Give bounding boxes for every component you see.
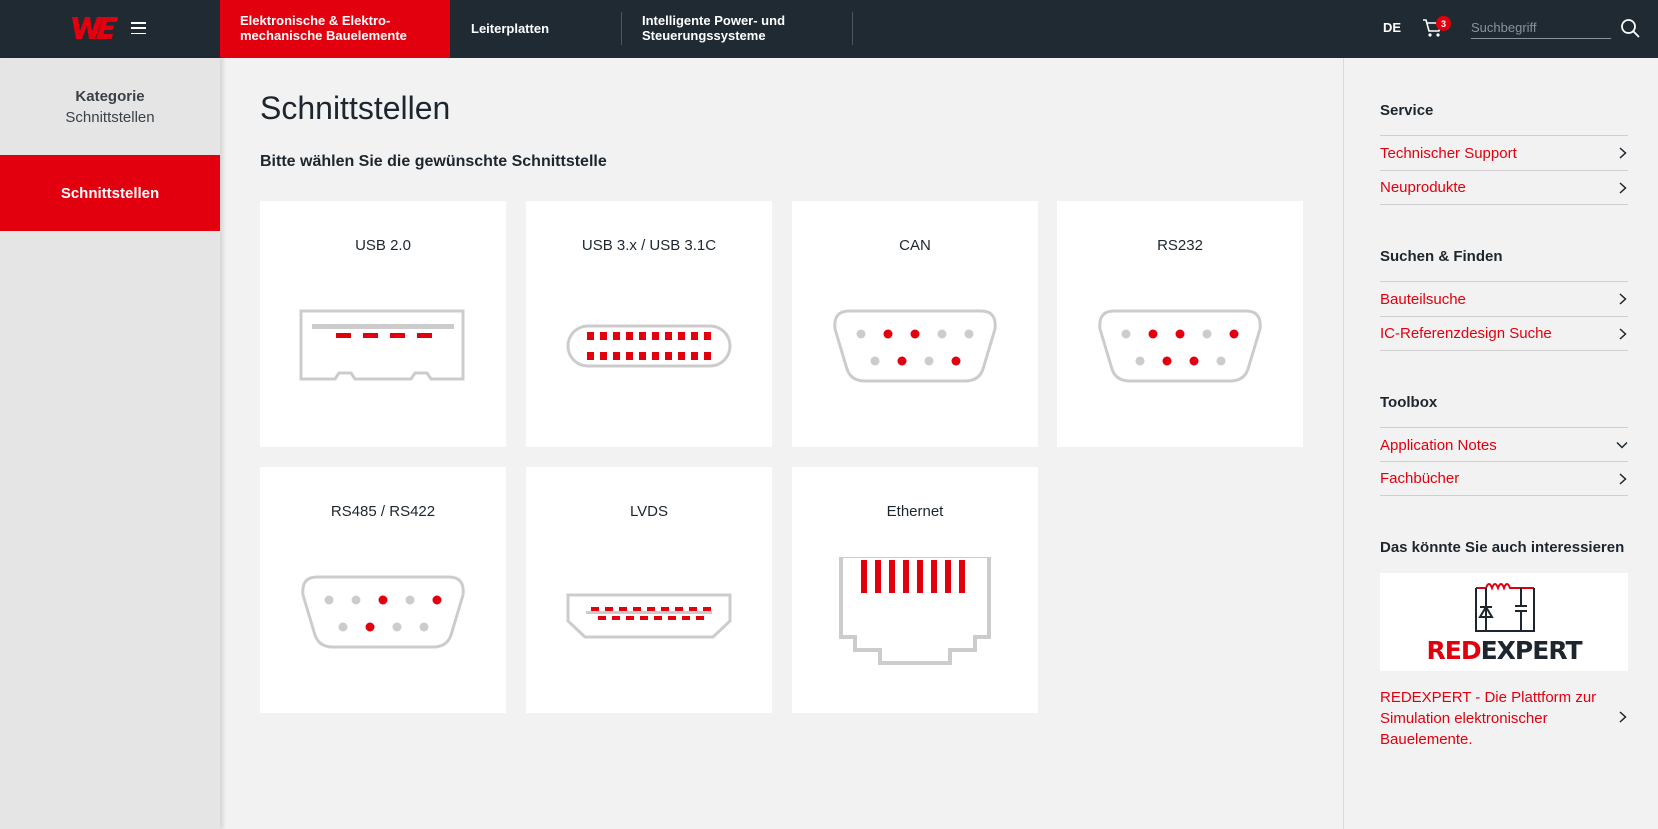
link-label: Fachbücher (1380, 470, 1460, 487)
service-title: Service (1380, 102, 1434, 119)
chevron-right-icon (1618, 182, 1628, 194)
nav-tab-label: Intelligente Power- und Steuerungssysteme (642, 13, 786, 43)
link-application-notes[interactable] (1380, 427, 1628, 462)
right-sidebar (1343, 58, 1658, 829)
link-label: Bauteilsuche (1380, 290, 1466, 308)
chevron-right-icon (1618, 328, 1628, 340)
rs232-dsub-connector-icon (1090, 291, 1270, 411)
logo-red-part: RED (1426, 636, 1481, 665)
card-label: Ethernet (886, 503, 944, 520)
interface-card-rs485[interactable] (260, 467, 506, 713)
interface-card-lvds[interactable] (526, 467, 772, 713)
chevron-right-icon[interactable] (1618, 711, 1628, 723)
usb-2-connector-icon (293, 291, 473, 411)
card-label: LVDS (629, 503, 669, 520)
logo-dark-part: EXPERT (1480, 636, 1582, 665)
link-label: Neuprodukte (1380, 179, 1466, 196)
chevron-right-icon (1618, 147, 1628, 159)
interface-card-can[interactable] (792, 201, 1038, 447)
page-title: Schnittstellen (260, 90, 451, 126)
usb-c-connector-icon (559, 291, 739, 411)
link-label: Application Notes (1380, 436, 1497, 454)
card-label: USB 3.x / USB 3.1C (581, 237, 717, 254)
nav-tab-leiterplatten[interactable] (451, 0, 621, 58)
link-label: IC-Referenzdesign Suche (1380, 325, 1552, 342)
hamburger-menu-icon[interactable] (131, 22, 146, 34)
category-sidebar (0, 58, 220, 829)
card-label: RS232 (1157, 237, 1203, 254)
link-label: Technischer Support (1380, 144, 1517, 162)
link-ic-referenzdesign-suche[interactable] (1380, 316, 1628, 351)
sidebar-item-schnittstellen[interactable]: Schnittstellen (0, 155, 220, 231)
interface-card-rs232[interactable] (1057, 201, 1303, 447)
interface-card-usb-2[interactable] (260, 201, 506, 447)
lvds-hdmi-connector-icon (559, 557, 739, 677)
card-label: CAN (899, 237, 931, 254)
chevron-down-icon (1616, 440, 1628, 450)
top-navigation-bar (0, 0, 1658, 58)
rs485-dsub-connector-icon (293, 557, 473, 677)
search-input[interactable] (1471, 17, 1611, 39)
we-logo-icon[interactable] (72, 14, 118, 42)
chevron-right-icon (1618, 473, 1628, 485)
promo-title: Das könnte Sie auch interessieren (1380, 539, 1625, 556)
link-bauteilsuche[interactable] (1380, 281, 1628, 316)
interface-card-usb-c[interactable] (526, 201, 772, 447)
card-label: USB 2.0 (355, 237, 411, 254)
nav-divider (852, 12, 853, 45)
link-fachbuecher[interactable] (1380, 461, 1628, 496)
can-dsub-connector-icon (825, 291, 1005, 411)
search-icon[interactable] (1620, 18, 1640, 38)
nav-tab-power-steuerung[interactable] (622, 0, 852, 58)
circuit-icon (1472, 579, 1538, 633)
nav-tab-label: Leiterplatten (471, 20, 550, 36)
redexpert-banner[interactable] (1380, 573, 1628, 671)
suchen-finden-title: Suchen & Finden (1380, 248, 1503, 265)
interface-card-ethernet[interactable] (792, 467, 1038, 713)
category-heading (0, 88, 220, 126)
page-subtitle: Bitte wählen Sie die gewünschte Schnittstelle (260, 153, 607, 170)
ethernet-rj45-connector-icon (825, 557, 1005, 677)
category-value: Schnittstellen (65, 109, 155, 126)
nav-tab-label: Elektronische & Elektro- mechanische Bauelemente (240, 13, 407, 43)
redexpert-logo-text (1380, 636, 1628, 665)
language-selector[interactable]: DE (1383, 20, 1402, 35)
category-title: Kategorie (75, 88, 145, 105)
link-technischer-support[interactable] (1380, 135, 1628, 170)
toolbox-title: Toolbox (1380, 394, 1438, 411)
redexpert-link[interactable]: REDEXPERT - Die Plattform zur Simulation elektronischer Bauelemente. (1380, 689, 1597, 748)
card-label: RS485 / RS422 (330, 503, 436, 520)
cart-count-badge: 3 (1436, 16, 1451, 31)
nav-tab-bauelemente[interactable] (220, 0, 450, 58)
link-neuprodukte[interactable] (1380, 170, 1628, 205)
chevron-right-icon (1618, 293, 1628, 305)
